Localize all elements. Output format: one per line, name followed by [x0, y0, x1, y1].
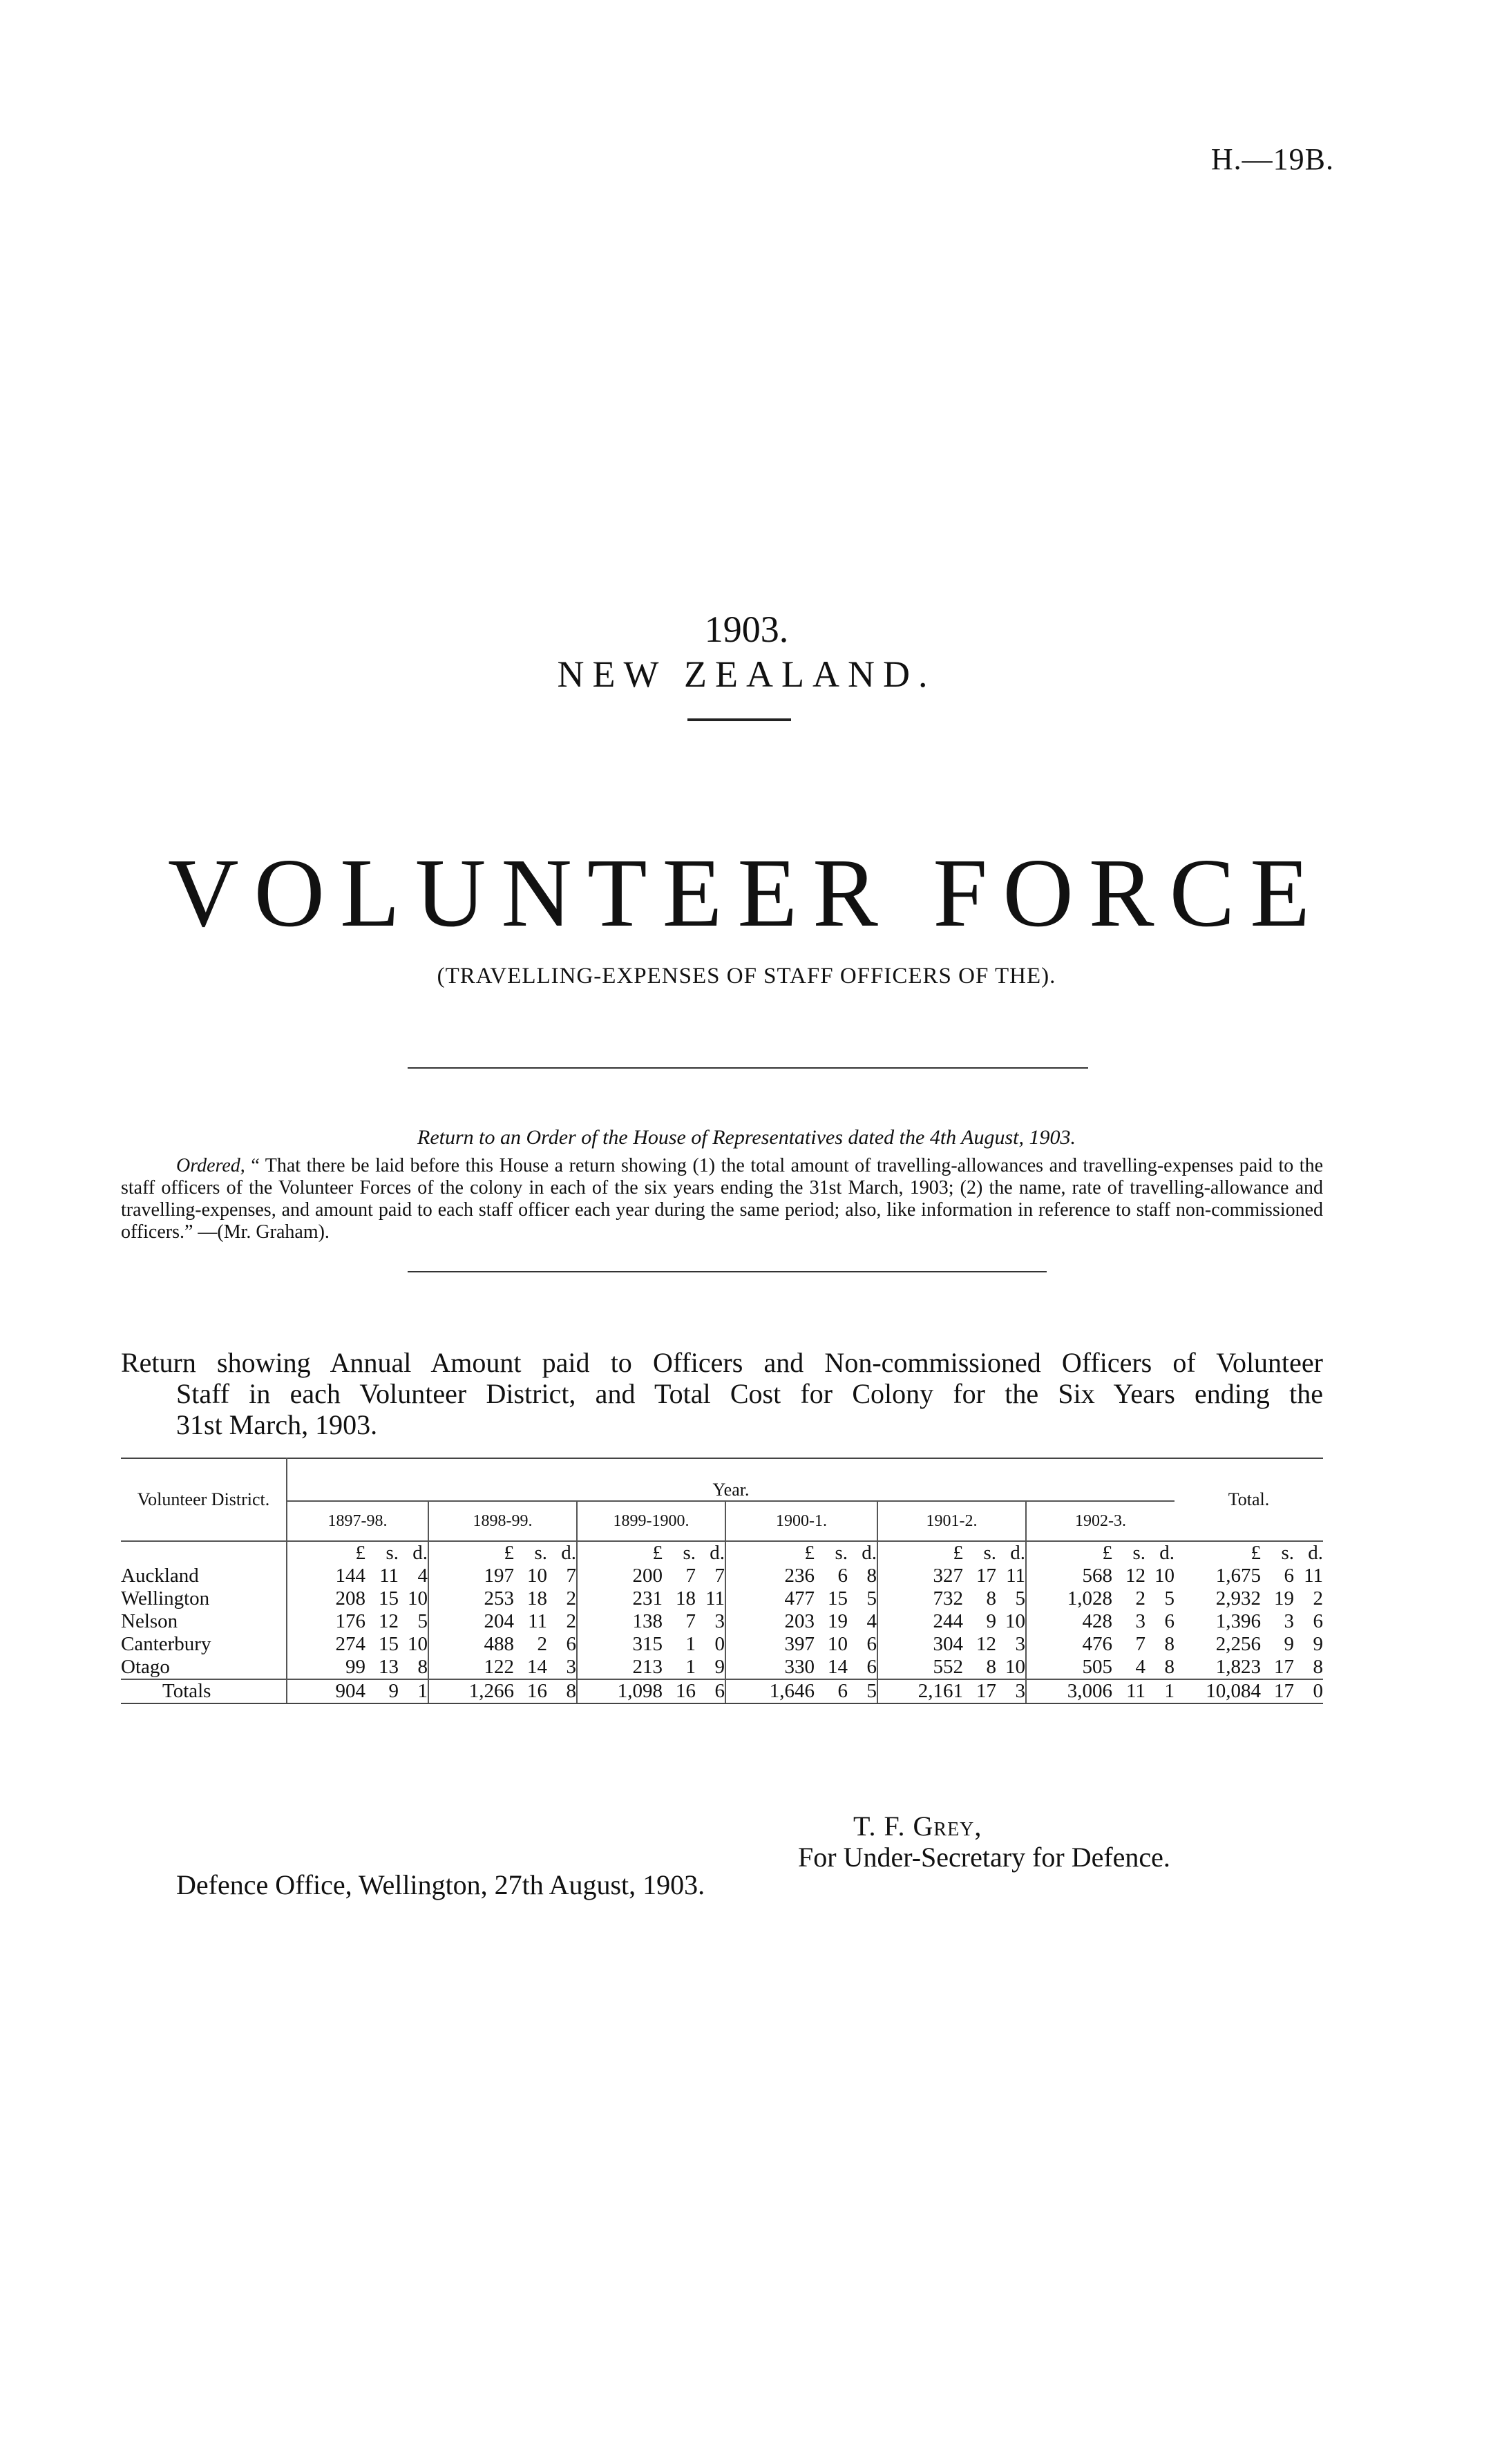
shillings: 1	[685, 1656, 696, 1678]
pounds: 1,646	[769, 1680, 815, 1702]
shillings: s.	[835, 1542, 848, 1564]
pounds: £	[355, 1542, 365, 1564]
shillings: 16	[676, 1680, 696, 1702]
shillings: 17	[1274, 1656, 1294, 1678]
currency-units	[452, 1542, 576, 1565]
pence: 10	[408, 1633, 428, 1655]
pence: 0	[1313, 1680, 1323, 1702]
amount-cell	[901, 1656, 1025, 1679]
shillings: 9	[1284, 1633, 1294, 1655]
shillings: 14	[828, 1656, 848, 1678]
amount-cell	[1050, 1633, 1175, 1656]
pence: d.	[412, 1542, 428, 1564]
pence: 8	[566, 1680, 576, 1702]
year-column-header: 1902-3.	[1026, 1501, 1175, 1541]
document-subtitle: (TRAVELLING-EXPENSES OF STAFF OFFICERS OF THE).	[437, 964, 1056, 989]
amount-cell	[600, 1656, 725, 1679]
shillings: 19	[828, 1610, 848, 1632]
pence: 8	[866, 1565, 877, 1587]
shillings: 1	[685, 1633, 696, 1655]
signatory-name: T. F. Grey,	[853, 1811, 982, 1842]
shillings: 7	[1135, 1633, 1145, 1655]
total-cell	[1199, 1565, 1323, 1587]
currency-units	[1050, 1542, 1175, 1565]
shillings: 4	[1135, 1656, 1145, 1678]
pounds: 244	[933, 1610, 963, 1632]
district-name: Wellington	[121, 1587, 210, 1610]
pence: 5	[866, 1587, 877, 1610]
pence: 11	[1304, 1565, 1323, 1587]
return-line-3: 31st March, 1903.	[176, 1409, 378, 1440]
shillings: 9	[388, 1680, 399, 1702]
total-cell	[1199, 1587, 1323, 1610]
pence: 2	[1313, 1587, 1323, 1610]
currency-units	[901, 1542, 1025, 1565]
document-title: VOLUNTEER FORCE	[167, 838, 1326, 947]
year-column-header: 1901-2.	[877, 1501, 1026, 1541]
shillings: s.	[1281, 1542, 1294, 1564]
pounds: 3,006	[1067, 1680, 1112, 1702]
pounds: 488	[484, 1633, 514, 1655]
pence: 7	[566, 1565, 576, 1587]
pence: 3	[566, 1656, 576, 1678]
pounds: 397	[784, 1633, 815, 1655]
shillings: 8	[986, 1656, 996, 1678]
totals-label: Totals	[121, 1679, 287, 1703]
shillings: 7	[685, 1610, 696, 1632]
total-cell	[1199, 1656, 1323, 1679]
total-cell	[1199, 1633, 1323, 1656]
shillings: 10	[527, 1565, 547, 1587]
amount-cell	[452, 1565, 576, 1587]
shillings: 2	[1135, 1587, 1145, 1610]
country-heading: NEW ZEALAND.	[557, 653, 936, 695]
amount-cell	[1050, 1610, 1175, 1633]
amount-cell	[901, 1633, 1025, 1656]
pounds: 122	[484, 1656, 514, 1678]
pence: 10	[1005, 1656, 1025, 1678]
pence: 5	[1164, 1587, 1175, 1610]
amount-cell	[303, 1656, 428, 1679]
currency-units	[752, 1542, 877, 1565]
amount-cell	[752, 1656, 877, 1679]
pounds: 10,084	[1206, 1680, 1261, 1702]
pence: 6	[1164, 1610, 1175, 1632]
pence: 8	[1313, 1656, 1323, 1678]
pounds: 213	[632, 1656, 663, 1678]
pounds: 253	[484, 1587, 514, 1610]
pence: 2	[566, 1610, 576, 1632]
signatory-role: For Under-Secretary for Defence.	[798, 1842, 1170, 1873]
pence: 6	[866, 1633, 877, 1655]
shillings: 9	[986, 1610, 996, 1632]
district-name: Canterbury	[121, 1633, 211, 1655]
pounds: £	[953, 1542, 963, 1564]
shillings: 10	[828, 1633, 848, 1655]
pounds: 197	[484, 1565, 514, 1587]
pounds: 2,932	[1215, 1587, 1261, 1610]
amount-cell	[901, 1610, 1025, 1633]
amount-cell	[752, 1587, 877, 1610]
shillings: 12	[1125, 1565, 1145, 1587]
currency-units	[600, 1542, 725, 1565]
divider	[408, 1067, 1088, 1069]
return-line-2: Staff in each Volunteer District, and Total Cost for Colony for the Six Years ending the	[176, 1378, 1323, 1409]
shillings: 11	[379, 1565, 399, 1587]
pounds: 99	[345, 1656, 365, 1678]
currency-units	[303, 1542, 428, 1565]
pounds: £	[1102, 1542, 1112, 1564]
shillings: 15	[379, 1633, 399, 1655]
pence: d.	[862, 1542, 877, 1564]
pence: 8	[1164, 1656, 1175, 1678]
pounds: 568	[1082, 1565, 1112, 1587]
amount-cell	[1050, 1680, 1175, 1703]
pence: 1	[1164, 1680, 1175, 1702]
place-and-date: Defence Office, Wellington, 27th August, 1903.	[176, 1869, 705, 1900]
pence: d.	[1159, 1542, 1175, 1564]
shillings: 14	[527, 1656, 547, 1678]
pence: 6	[866, 1656, 877, 1678]
pence: 4	[866, 1610, 877, 1632]
year-column-header: 1900-1.	[725, 1501, 877, 1541]
pounds: 274	[335, 1633, 365, 1655]
shillings: 6	[837, 1565, 848, 1587]
pounds: £	[1250, 1542, 1261, 1564]
pence: 6	[566, 1633, 576, 1655]
pence: 3	[714, 1610, 725, 1632]
pounds: 1,098	[617, 1680, 663, 1702]
pence: 1	[417, 1680, 428, 1702]
return-line-1: Return showing Annual Amount paid to Officers and Non-commissioned Officers of Volunteer	[121, 1347, 1323, 1378]
year-column-header: 1898-99.	[428, 1501, 577, 1541]
amount-cell	[452, 1587, 576, 1610]
pounds: 1,028	[1067, 1587, 1112, 1610]
amount-cell	[752, 1565, 877, 1587]
shillings: s.	[683, 1542, 696, 1564]
pence: 5	[866, 1680, 877, 1702]
shillings: 6	[837, 1680, 848, 1702]
currency-units	[1199, 1542, 1323, 1565]
document-year: 1903.	[704, 609, 789, 650]
district-name: Auckland	[121, 1565, 199, 1587]
amount-cell	[752, 1610, 877, 1633]
amount-cell	[600, 1680, 725, 1703]
order-heading: Return to an Order of the House of Representatives dated the 4th August, 1903.	[417, 1126, 1076, 1149]
pence: d.	[1308, 1542, 1323, 1564]
pence: 4	[417, 1565, 428, 1587]
amount-cell	[901, 1587, 1025, 1610]
shillings: 17	[976, 1565, 996, 1587]
amount-cell	[303, 1587, 428, 1610]
amount-cell	[752, 1633, 877, 1656]
units-row	[121, 1541, 1323, 1565]
shillings: 15	[379, 1587, 399, 1610]
pence: 10	[1154, 1565, 1175, 1587]
pounds: 200	[632, 1565, 663, 1587]
pence: 10	[408, 1587, 428, 1610]
pence: 8	[417, 1656, 428, 1678]
shillings: 17	[1274, 1680, 1294, 1702]
pounds: £	[504, 1542, 514, 1564]
order-text	[121, 1155, 1323, 1243]
ordered-word: Ordered,	[176, 1155, 245, 1176]
pounds: 236	[784, 1565, 815, 1587]
amount-cell	[452, 1633, 576, 1656]
year-header: Year.	[287, 1458, 1175, 1501]
divider	[408, 1271, 1047, 1272]
return-description	[121, 1347, 1323, 1440]
pence: d.	[1010, 1542, 1025, 1564]
order-quote: “ That there be laid before this House a return showing (1) the total amount of travelling-allowances and travelling-expenses paid to the staff officers of the Volunteer Forces of the colony in each of the six years ending the 31st March, 1903; (2) the name, rate of travelling-allowance and travelling-expenses, and amount paid to each staff officer each year during the same period; also, like information in reference to staff non-commissioned officers.” —(Mr. Graham).	[121, 1155, 1324, 1243]
district-name: Nelson	[121, 1610, 178, 1632]
pounds: 138	[632, 1610, 663, 1632]
district-header: Volunteer District.	[137, 1489, 270, 1509]
pence: 5	[1015, 1587, 1025, 1610]
pence: 6	[714, 1680, 725, 1702]
total-header: Total.	[1228, 1489, 1270, 1509]
year-column-header: 1897-98.	[287, 1501, 428, 1541]
pence: 3	[1015, 1633, 1025, 1655]
pounds: £	[652, 1542, 663, 1564]
shillings: 2	[537, 1633, 547, 1655]
pence: 11	[1006, 1565, 1025, 1587]
table-row	[121, 1656, 1323, 1679]
shillings: 12	[976, 1633, 996, 1655]
pounds: 315	[632, 1633, 663, 1655]
pounds: £	[804, 1542, 815, 1564]
year-column-header: 1899-1900.	[577, 1501, 725, 1541]
table-row	[121, 1565, 1323, 1587]
pounds: 2,161	[917, 1680, 963, 1702]
shillings: 12	[379, 1610, 399, 1632]
shillings: 16	[527, 1680, 547, 1702]
shillings: 7	[685, 1565, 696, 1587]
pounds: 477	[784, 1587, 815, 1610]
pence: 9	[1313, 1633, 1323, 1655]
pence: 10	[1005, 1610, 1025, 1632]
pounds: 1,675	[1215, 1565, 1261, 1587]
pence: 11	[705, 1587, 725, 1610]
shillings: s.	[1132, 1542, 1145, 1564]
district-name: Otago	[121, 1656, 170, 1678]
table-row	[121, 1610, 1323, 1633]
amount-cell	[303, 1680, 428, 1703]
shillings: 11	[1126, 1680, 1145, 1702]
amount-cell	[1050, 1587, 1175, 1610]
pounds: 304	[933, 1633, 963, 1655]
shillings: 18	[527, 1587, 547, 1610]
amount-cell	[600, 1610, 725, 1633]
document-reference: H.—19B.	[1210, 142, 1334, 176]
pounds: 327	[933, 1565, 963, 1587]
amount-cell	[452, 1610, 576, 1633]
pence: 3	[1015, 1680, 1025, 1702]
pence: 5	[417, 1610, 428, 1632]
pounds: 732	[933, 1587, 963, 1610]
shillings: s.	[534, 1542, 547, 1564]
shillings: s.	[386, 1542, 399, 1564]
pounds: 904	[335, 1680, 365, 1702]
shillings: 15	[828, 1587, 848, 1610]
amount-cell	[600, 1587, 725, 1610]
shillings: 6	[1284, 1565, 1294, 1587]
total-cell	[1199, 1610, 1323, 1633]
amount-cell	[303, 1565, 428, 1587]
pence: 9	[714, 1656, 725, 1678]
amount-cell	[600, 1565, 725, 1587]
pounds: 428	[1082, 1610, 1112, 1632]
pence: 8	[1164, 1633, 1175, 1655]
amount-cell	[1050, 1565, 1175, 1587]
amount-cell	[303, 1633, 428, 1656]
shillings: 13	[379, 1656, 399, 1678]
pence: d.	[710, 1542, 725, 1564]
pounds: 330	[784, 1656, 815, 1678]
shillings: s.	[983, 1542, 996, 1564]
table-row	[121, 1633, 1323, 1656]
pounds: 203	[784, 1610, 815, 1632]
table-row	[121, 1587, 1323, 1610]
divider	[687, 718, 791, 721]
amount-cell	[901, 1565, 1025, 1587]
amount-cell	[303, 1610, 428, 1633]
pence: 0	[714, 1633, 725, 1655]
shillings: 11	[528, 1610, 547, 1632]
pounds: 208	[335, 1587, 365, 1610]
pounds: 204	[484, 1610, 514, 1632]
pounds: 1,266	[468, 1680, 514, 1702]
shillings: 3	[1284, 1610, 1294, 1632]
pounds: 231	[632, 1587, 663, 1610]
pounds: 1,823	[1215, 1656, 1261, 1678]
pounds: 552	[933, 1656, 963, 1678]
amount-cell	[752, 1680, 877, 1703]
pounds: 176	[335, 1610, 365, 1632]
shillings: 3	[1135, 1610, 1145, 1632]
pounds: 505	[1082, 1656, 1112, 1678]
amount-cell	[600, 1633, 725, 1656]
amount-cell	[452, 1656, 576, 1679]
amount-cell	[452, 1680, 576, 1703]
totals-row	[121, 1679, 1323, 1703]
amount-cell	[1050, 1656, 1175, 1679]
pence: 7	[714, 1565, 725, 1587]
shillings: 18	[676, 1587, 696, 1610]
pounds: 1,396	[1215, 1610, 1261, 1632]
pounds: 476	[1082, 1633, 1112, 1655]
total-cell	[1199, 1680, 1323, 1703]
shillings: 8	[986, 1587, 996, 1610]
shillings: 19	[1274, 1587, 1294, 1610]
pence: d.	[561, 1542, 576, 1564]
shillings: 17	[976, 1680, 996, 1702]
pence: 2	[566, 1587, 576, 1610]
pence: 6	[1313, 1610, 1323, 1632]
pounds: 2,256	[1215, 1633, 1261, 1655]
return-table	[121, 1458, 1323, 1704]
amount-cell	[901, 1680, 1025, 1703]
pounds: 144	[335, 1565, 365, 1587]
